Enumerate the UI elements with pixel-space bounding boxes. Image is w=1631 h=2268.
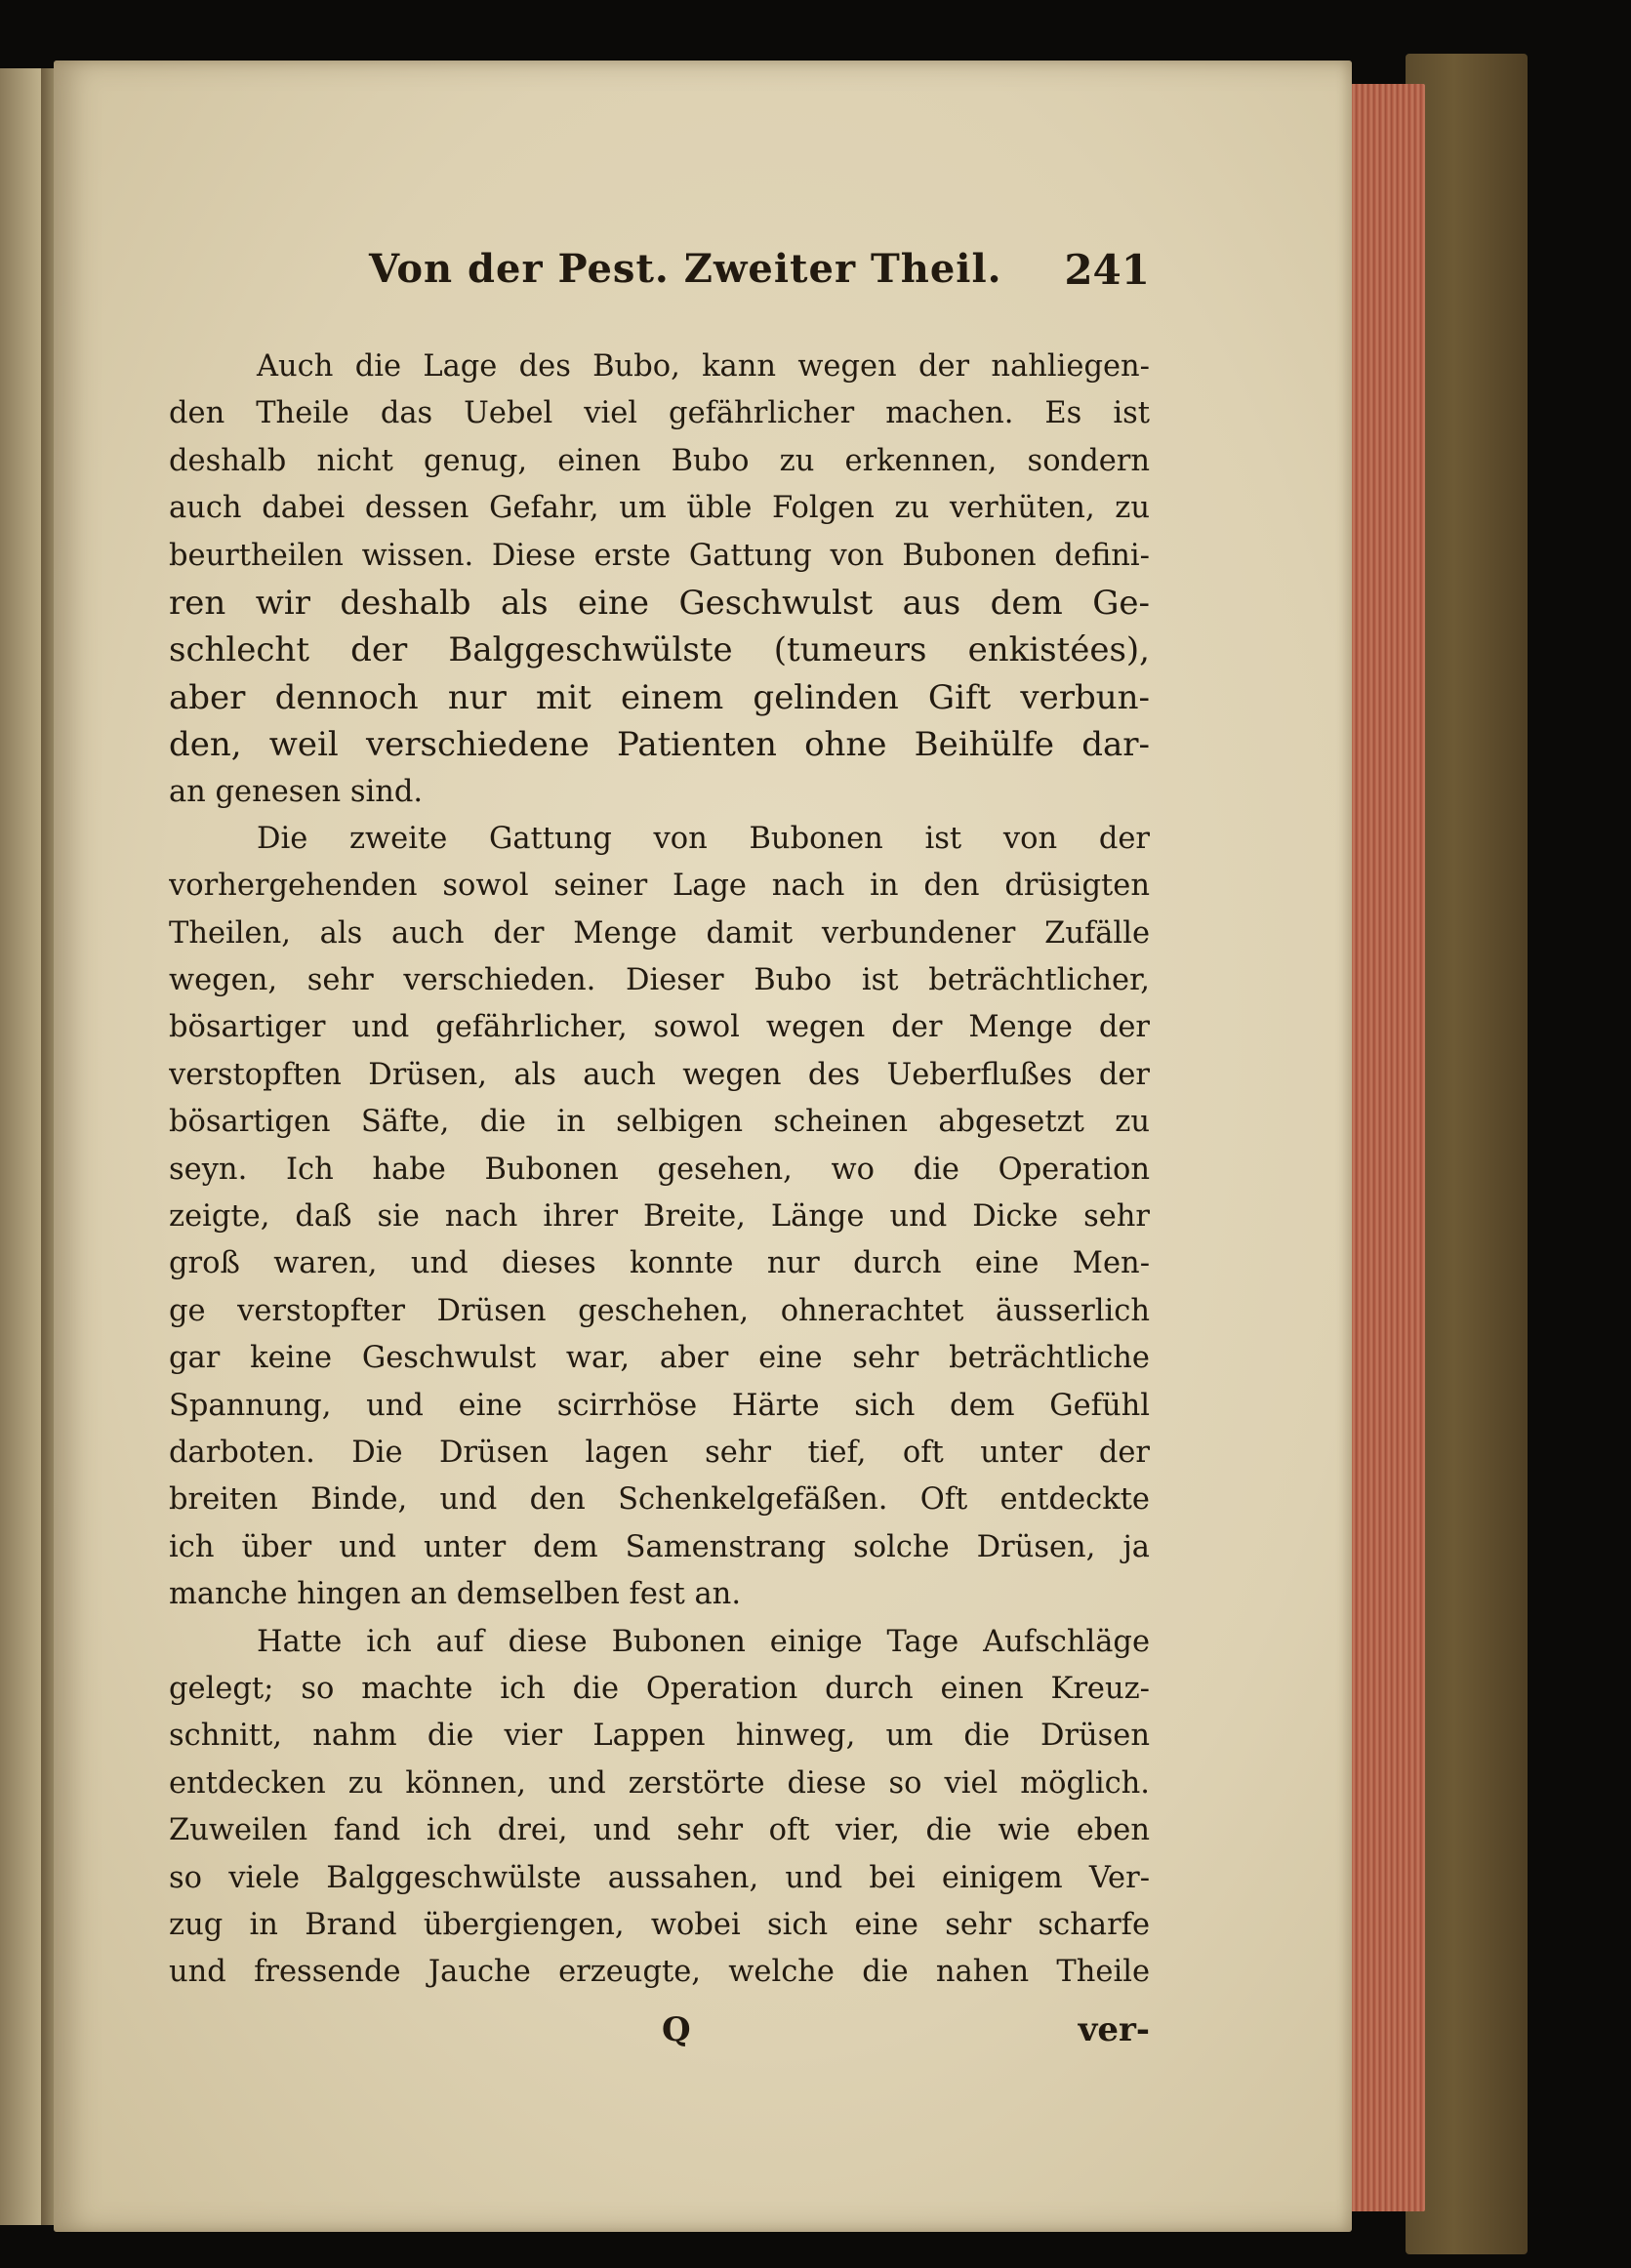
text-line: so viele Balggeschwülste aussahen, und bei einigem Ver- — [169, 1860, 1150, 1895]
text-line: schlecht der Balggeschwülste (tumeurs enkistées), — [169, 630, 1150, 670]
text-line: auch dabei dessen Gefahr, um üble Folgen zu verhüten, zu — [169, 491, 1150, 526]
text-line: gar keine Geschwulst war, aber eine sehr beträchtliche — [169, 1341, 1150, 1376]
page-header — [169, 246, 1150, 314]
text-line: darboten. Die Drüsen lagen sehr tief, oft unter der — [169, 1435, 1150, 1470]
text-line: Theilen, als auch der Menge damit verbundener Zufälle — [169, 915, 1150, 951]
text-line: ge verstopfter Drüsen geschehen, ohnerachtet äusserlich — [169, 1293, 1150, 1328]
text-line: ich über und unter dem Samenstrang solche Drüsen, ja — [169, 1529, 1150, 1564]
page-number: 241 — [1064, 246, 1150, 294]
text-line: entdecken zu können, und zerstörte diese so viel möglich. — [169, 1765, 1150, 1801]
text-line: ren wir deshalb als eine Geschwulst aus dem Ge- — [169, 583, 1150, 623]
book-page — [54, 61, 1352, 2232]
body-text — [169, 344, 1150, 1997]
text-line: Die zweite Gattung von Bubonen ist von der — [257, 821, 1150, 856]
text-line: aber dennoch nur mit einem gelinden Gift verbun- — [169, 677, 1150, 717]
text-line: beurtheilen wissen. Diese erste Gattung von Bubonen defini- — [169, 538, 1150, 573]
text-line: deshalb nicht genug, einen Bubo zu erkennen, sondern — [169, 443, 1150, 478]
catchword: ver- — [1078, 2009, 1150, 2049]
text-line: zeigte, daß sie nach ihrer Breite, Länge und Dicke sehr — [169, 1199, 1150, 1235]
text-line: den Theile das Uebel viel gefährlicher machen. Es ist — [169, 396, 1150, 431]
text-line: vorhergehenden sowol seiner Lage nach in den drüsigten — [169, 869, 1150, 904]
text-line: wegen, sehr verschieden. Dieser Bubo ist beträchtlicher, — [169, 963, 1150, 998]
text-line: bösartiger und gefährlicher, sowol wegen der Menge der — [169, 1010, 1150, 1045]
text-line: den, weil verschiedene Patienten ohne Beihülfe dar- — [169, 725, 1150, 765]
text-line: schnitt, nahm die vier Lappen hinweg, um die Drüsen — [169, 1719, 1150, 1754]
running-title: Von der Pest. Zweiter Theil. — [369, 246, 1002, 292]
text-line: an genesen sind. — [169, 774, 424, 809]
signature-mark: Q — [662, 2009, 691, 2049]
text-line: groß waren, und dieses konnte nur durch eine Men- — [169, 1246, 1150, 1281]
text-line: und fressende Jauche erzeugte, welche die nahen Theile — [169, 1955, 1150, 1990]
text-line: zug in Brand übergiengen, wobei sich eine sehr scharfe — [169, 1907, 1150, 1942]
text-line: Hatte ich auf diese Bubonen einige Tage Aufschläge — [257, 1624, 1150, 1659]
text-line: Spannung, und eine scirrhöse Härte sich dem Gefühl — [169, 1388, 1150, 1423]
page-footer — [169, 2010, 1150, 2069]
text-line: breiten Binde, und den Schenkelgefäßen. Oft entdeckte — [169, 1482, 1150, 1518]
text-line: bösartigen Säfte, die in selbigen scheinen abgesetzt zu — [169, 1105, 1150, 1140]
text-line: verstopften Drüsen, als auch wegen des Ueberflußes der — [169, 1057, 1150, 1092]
text-line: seyn. Ich habe Bubonen gesehen, wo die Operation — [169, 1152, 1150, 1187]
text-line: manche hingen an demselben fest an. — [169, 1577, 742, 1612]
text-line: Auch die Lage des Bubo, kann wegen der nahliegen- — [257, 349, 1150, 384]
text-line: gelegt; so machte ich die Operation durch einen Kreuz- — [169, 1671, 1150, 1706]
page-edges — [1339, 84, 1425, 2211]
text-line: Zuweilen fand ich drei, und sehr oft vier, die wie eben — [169, 1813, 1150, 1848]
text-block — [169, 246, 1150, 2069]
